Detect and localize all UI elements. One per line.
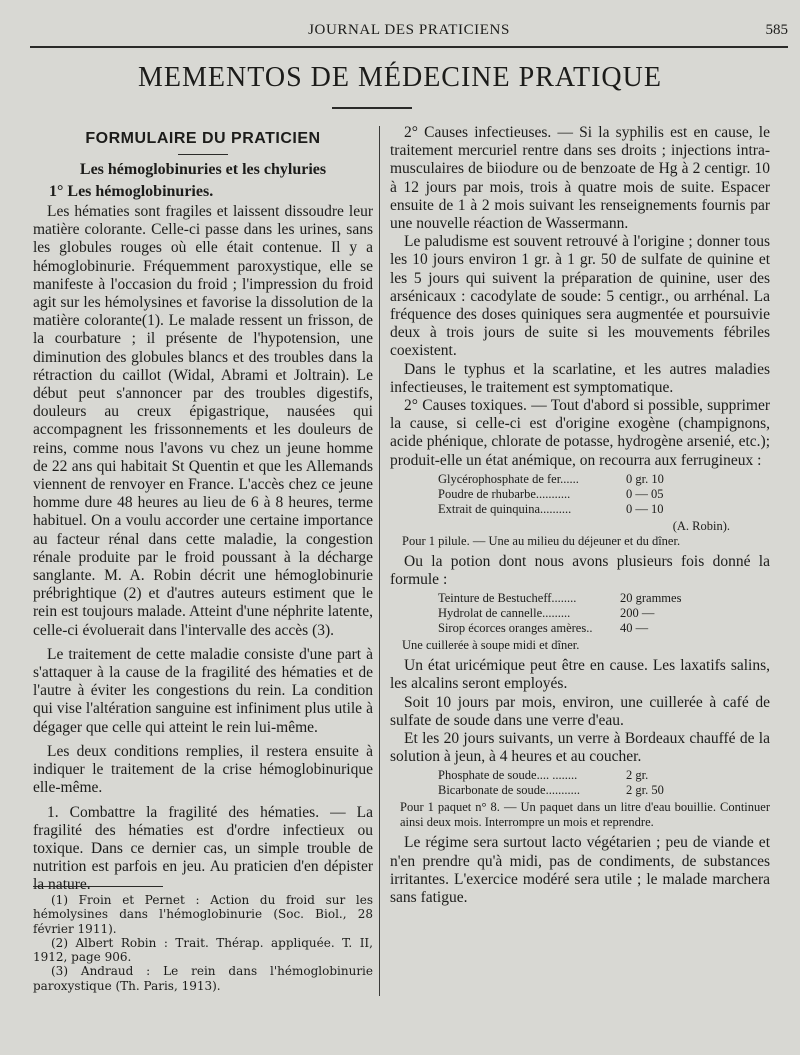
prescription-line: Bicarbonate de soude........... 2 gr. 50 xyxy=(438,783,664,798)
section-rule xyxy=(178,154,228,155)
paragraph: Ou la potion dont nous avons plusieurs fois donné la formule : xyxy=(390,552,770,589)
journal-title: JOURNAL DES PRATICIENS xyxy=(308,22,510,38)
right-column xyxy=(390,124,770,907)
paragraph: Le traitement de cette maladie consiste d'une part à s'attaquer à la cause de la fragilité des hématies et de l'autre à éviter les congestions du rein. La condition qui vise l'altération sanguine est infiniment plus utile à dégager que celle qui atteint le rein lui-même. xyxy=(33,645,373,736)
paragraph: Et les 20 jours suivants, un verre à Bordeaux chauffé de la solution à jeun, à 4 heures et au coucher. xyxy=(390,730,770,766)
paragraph: 1. Combattre la fragilité des hématies. — La fragilité des hématies est d'ordre infectieux ou toxique. Dans ce dernier cas, un simple trouble de nutrition est parfois en jeu. Au praticien d'en dépister la nature. xyxy=(33,803,373,894)
running-header xyxy=(30,20,788,42)
section-heading: FORMULAIRE DU PRATICIEN xyxy=(85,130,321,147)
footnote: (1) Froin et Pernet : Action du froid sur les hémolysines dans l'hémoglobinurie (Soc. Biol., 28 février 1911). xyxy=(33,893,373,936)
page-title: MEMENTOS DE MÉDECINE PRATIQUE xyxy=(138,62,662,93)
paragraph: 2° Causes toxiques. — Tout d'abord si possible, supprimer la cause, si celle-ci est d'origine exogène (champignons, acide phénique, chlorate de potasse, hydrogène arsenié, etc.); produit-elle un état anémique, on recourra aux ferrugineux : xyxy=(390,397,770,469)
prescription-note: Une cuillerée à soupe midi et dîner. xyxy=(402,638,580,653)
prescription-line: Poudre de rhubarbe........... 0 — 05 xyxy=(438,486,664,501)
paragraph: Dans le typhus et la scarlatine, et les autres maladies infectieuses, le traitement est symptomatique. xyxy=(390,360,770,396)
prescription-1 xyxy=(438,472,770,517)
paragraph: Le paludisme est souvent retrouvé à l'origine ; donner tous les 10 jours environ 1 gr. à 1 gr. 50 de sulfate de quinine et les 5 jours qui suivent la préparation de quinine, user des arsénicaux : cacodylate de soude: 5 centigr., ou arrhénal. La fréquence des doses quiniques sera augmentée et poursuivie deux à trois jours de suite si les mouvements fébriles coexistent. xyxy=(390,233,770,360)
article-heading: 1° Les hémoglobinuries. xyxy=(49,183,214,200)
column-divider xyxy=(379,126,380,996)
prescription-signature: (A. Robin). xyxy=(672,518,730,533)
title-rule xyxy=(332,107,412,109)
paragraph: Le régime sera surtout lacto végétarien ; peu de viande et n'en prendre qu'à midi, pas de condiments, de substances irritantes. L'exercice modéré sera utile ; le malade marchera sans fatigue. xyxy=(390,834,770,907)
left-column xyxy=(33,130,373,895)
footnote: (2) Albert Robin : Trait. Thérap. appliquée. T. II, 1912, page 906. xyxy=(33,935,373,965)
prescription-note: Pour 1 pilule. — Une au milieu du déjeuner et du dîner. xyxy=(402,533,681,548)
paragraph: Les deux conditions remplies, il restera ensuite à indiquer le traitement de la crise hémoglobinurique elle-même. xyxy=(33,742,373,797)
paragraph: 2° Causes infectieuses. — Si la syphilis est en cause, le traitement mercuriel rentre dans ses droits ; injections intra-musculaires de biiodure ou de benzoate de Hg à 2 centigr. 10 à 12 jours par mois, trois à quatre mois de suite. Espacer ensuite de 1 à 2 mois suivant les renseignements fournis par une nouvelle réaction de Wassermann. xyxy=(390,124,770,233)
prescription-line: Hydrolat de cannelle......... 200 — xyxy=(438,606,655,621)
footnote: (3) Andraud : Le rein dans l'hémoglobinurie paroxystique (Th. Paris, 1913). xyxy=(33,964,373,993)
page-number: 585 xyxy=(765,22,788,38)
prescription-3 xyxy=(438,768,770,798)
article-subtitle: Les hémoglobinuries et les chyluries xyxy=(79,161,327,178)
prescription-line: Sirop écorces oranges amères.. 40 — xyxy=(438,621,649,636)
prescription-2 xyxy=(438,591,770,636)
header-rule xyxy=(30,46,788,48)
prescription-note: Pour 1 paquet n° 8. — Un paquet dans un litre d'eau bouillie. Continuer ainsi deux mois. Interrompre un mois et reprendre. xyxy=(400,800,770,830)
paragraph: Les hématies sont fragiles et laissent dissoudre leur matière colorante. Celle-ci passe dans les urines, sans les globules rouges où elle était contenue. Il y a hémoglobinurie. Fréquemment paroxystique, elle se manifeste à l'occasion du froid ; l'impression du froid agit sur les hémolysines et favorise la dissolution de la matière colorante(1). Le malade ressent un frisson, de la courbature ; il présente de l'hypotension, une diminution des globules blancs et des troubles dans la rétraction du caillot (Widal, Abrami et Joltrain). Le début peut s'annoncer par des troubles digestifs, douleurs au creux épigastrique, nausées qui accompagnent les frissonnements et les douleurs de reins, comme nous l'avons vu chez un jeune homme de 22 ans qui habitait St Quentin et que les Allemands viennent de renvoyer en France. L'accès chez ce jeune homme dure 48 heures au lieu de 6 à 8 heures, terme habituel. On a voulu accorder une certaine importance au facteur rénal dans cette maladie, la congestion rénale produite par le froid poussant à la décharge sanglante. M. A. Robin décrit une hémoglobinurie prébrightique (2) et d'autres auteurs estiment que le rein est toujours malade. Atteint d'une néphrite latente, celle-ci évoluerait dans l'intervalle des accès (3). xyxy=(33,203,373,639)
prescription-line: Phosphate de soude.... ........ 2 gr. xyxy=(438,768,649,783)
prescription-line: Glycérophosphate de fer...... 0 gr. 10 xyxy=(438,471,664,486)
footnote-rule xyxy=(33,886,163,887)
prescription-line: Teinture de Bestucheff........ 20 grammes xyxy=(438,591,682,606)
paragraph: Un état uricémique peut être en cause. Les laxatifs salins, les alcalins seront employés. xyxy=(390,657,770,693)
footnotes xyxy=(33,886,373,993)
prescription-line: Extrait de quinquina.......... 0 — 10 xyxy=(438,501,664,516)
paragraph: Soit 10 jours par mois, environ, une cuillerée à café de sulfate de soude dans une verre d'eau. xyxy=(390,693,770,729)
